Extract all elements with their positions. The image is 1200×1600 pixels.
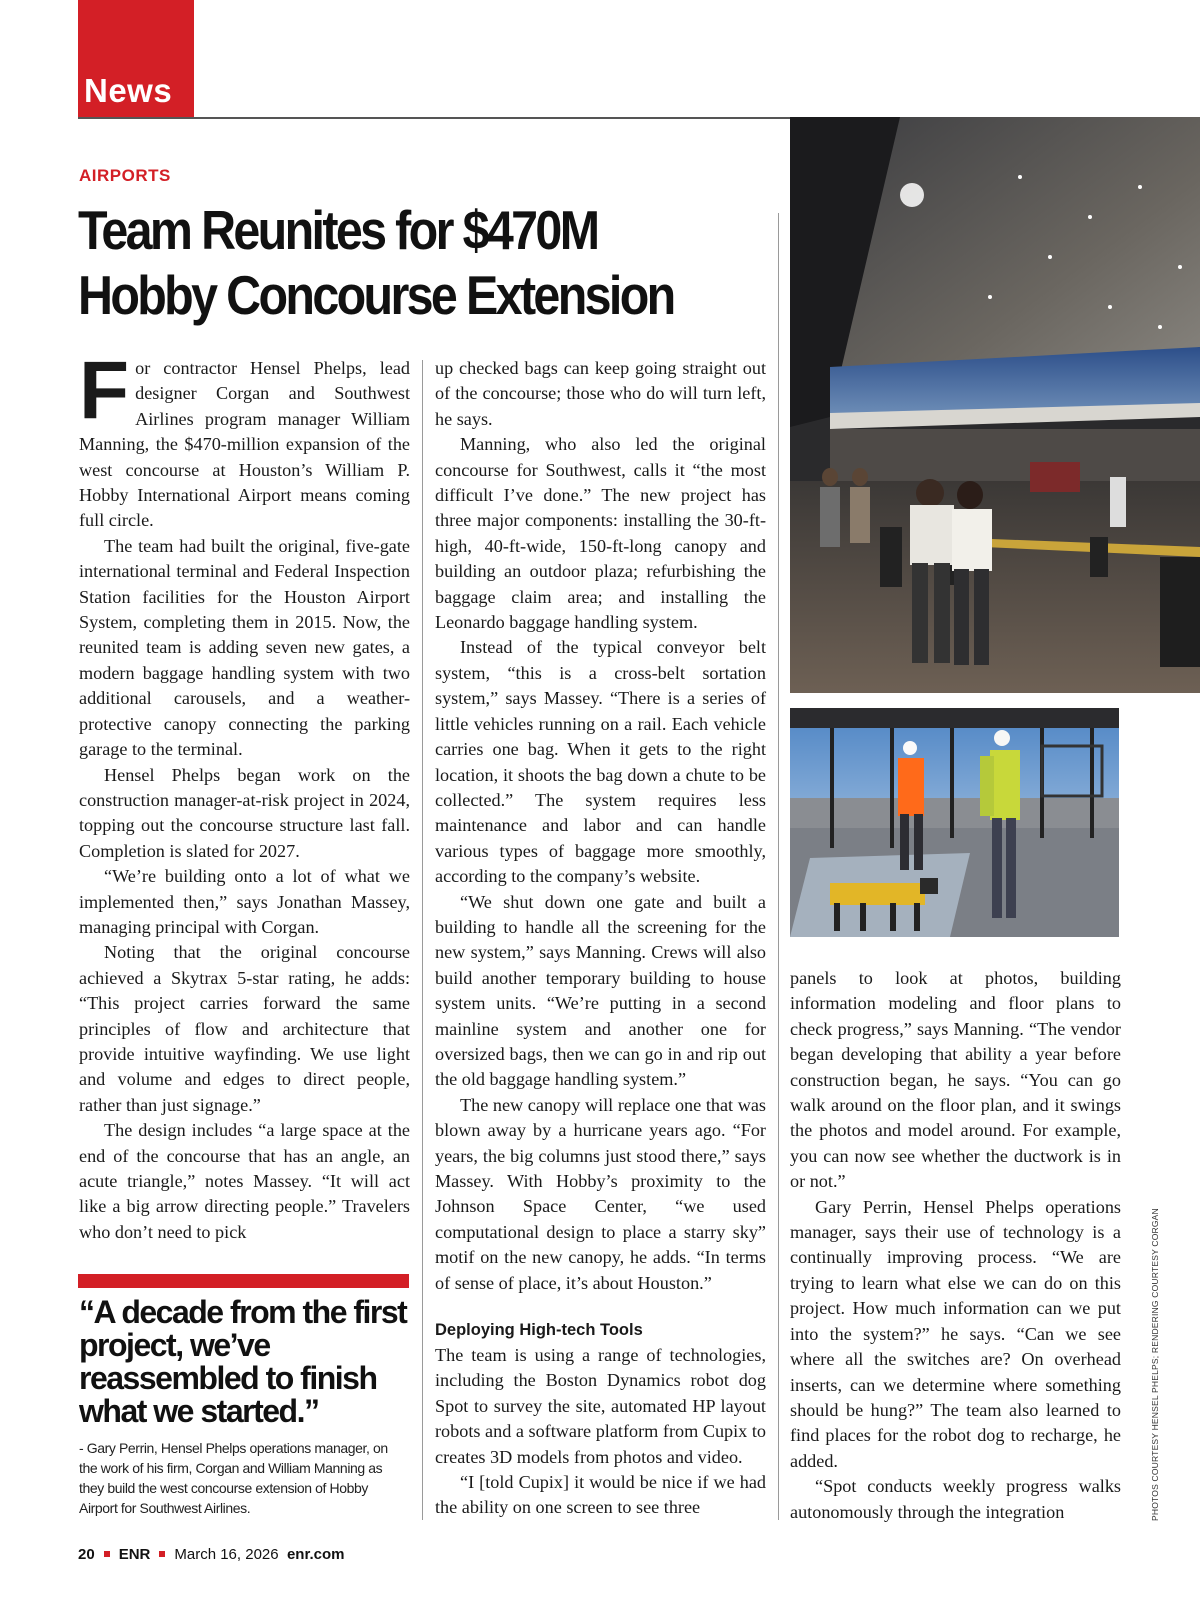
article-paragraph: Gary Perrin, Hensel Phelps operations manager, says their use of technology is a continually improving process. “We are trying to learn what else we can do on this project. How much information can we put into the system?” he says. “Can we see where all the switches are? On overhead inserts, can we determine where something should be hung?” The team also learned to find places for the robot dog to recharge, he added.: [790, 1196, 1121, 1471]
pull-quote-bar: [78, 1274, 409, 1288]
footer-square-icon: [159, 1551, 165, 1557]
pull-quote-attribution: - Gary Perrin, Hensel Phelps operations manager, on the work of his firm, Corgan and William Manning as they build the west concourse extension of Hobby Airport for Southwest Airlines.: [79, 1440, 388, 1516]
top-rule: [78, 117, 790, 119]
photo-credit: PHOTOS COURTESY HENSEL PHELPS; RENDERING COURTESY CORGAN: [1150, 1208, 1160, 1521]
article-paragraph: “We’re building onto a lot of what we implemented then,” says Jonathan Massey, managing principal with Corgan.: [79, 866, 410, 937]
article-paragraph: The design includes “a large space at the end of the concourse that has an angle, an acute triangle,” notes Massey. “It will act like a big arrow directing people.” Travelers who don’t need to pick: [79, 1120, 410, 1242]
article-paragraph: “I [told Cupix] it would be nice if we had the ability on one screen to see three: [435, 1472, 766, 1518]
page-number: 20: [78, 1546, 95, 1563]
article-column-3: [790, 966, 1121, 1521]
page-footer: [78, 1546, 344, 1563]
article-paragraph: panels to look at photos, building information modeling and floor plans to check progress,” says Manning. “The vendor began developing that ability a year before construction began, he says. “You can go walk around on the floor plan, and it swings the photos and model around. For example, you can now see whether the ductwork is in or not.”: [790, 968, 1121, 1192]
subhead: Deploying High-tech Tools: [435, 1321, 643, 1340]
website: enr.com: [286, 1546, 345, 1563]
column-rule: [422, 360, 423, 1520]
article-paragraph: The team is using a range of technologies, including the Boston Dynamics robot dog Spot to survey the site, automated HP layout robots and a software platform from Cupix to creates 3D models from photos and video.: [435, 1345, 766, 1467]
article-paragraph: “Spot conducts weekly progress walks autonomously through the integration: [790, 1476, 1121, 1522]
section-tab-label: News: [84, 72, 173, 109]
article-column-1: [79, 345, 410, 1266]
construction-site-photo: [790, 708, 1119, 937]
article-paragraph: Noting that the original concourse achieved a Skytrax 5-star rating, he adds: “This project carries forward the same principles of flow and architecture that provide intuitive wayfinding. We use light and volume and edges to direct people, rather than just signage.”: [79, 942, 410, 1115]
issue-date: March 16, 2026: [174, 1546, 279, 1563]
magazine-name: ENR: [118, 1546, 151, 1563]
article-paragraph: The team had built the original, five-gate international terminal and Federal Inspection Station facilities for the Houston Airport System, completing them in 2015. Now, the reunited team is adding seven new gates, a modern baggage handling system with two additional carousels, and a weather-protective canopy connecting the parking garage to the terminal.: [79, 535, 410, 760]
concourse-rendering-photo: [790, 117, 1200, 693]
article-paragraph: Instead of the typical conveyor belt system, “this is a cross-belt sortation system,” says Massey. “There is a series of little vehicles running on a rail. Each vehicle carries one bag. When it gets to the right location, it shoots the bag down a chute to be collected.” The system requires less maintenance and labor and can handle various types of baggage more smoothly, according to the company’s website.: [435, 637, 766, 887]
article-paragraph: For contractor Hensel Phelps, lead designer Corgan and Southwest Airlines program manager William Manning, the $470-million expansion of the west concourse at Houston’s William P. Hobby International Airport means coming full circle.: [79, 345, 410, 531]
article-paragraph: The new canopy will replace one that was blown away by a hurricane years ago. “For years, the big columns just stood there,” says Massey. With Hobby’s proximity to the Johnson Space Center, “we used computational design to place a starry sky” motif on the new canopy, he adds. “In terms of sense of place, it’s about Houston.”: [435, 1094, 766, 1293]
article-paragraph: Manning, who also led the original concourse for Southwest, calls it “the most difficult I’ve done.” The new project has three major components: installing the 30-ft-high, 40-ft-wide, 150-ft-long canopy and building an outdoor plaza; refurbishing the baggage claim area; and installing the Leonardo baggage handling system.: [435, 434, 766, 633]
column-rule: [778, 213, 779, 1520]
article-paragraph: Hensel Phelps began work on the construction manager-at-risk project in 2024, topping out the concourse structure last fall. Completion is slated for 2027.: [79, 764, 410, 861]
headline: Team Reunites for $470M Hobby Concourse Extension: [78, 199, 674, 326]
article-paragraph: “We shut down one gate and built a building to handle all the screening for the new system,” says Manning. Crews will also build another temporary building to house system units. “We’re putting in a second mainline system and another one for oversized bags, then we can go in and rip out the old baggage handling system.”: [435, 891, 766, 1090]
drop-cap: F: [79, 345, 130, 436]
article-column-2: [435, 356, 766, 1521]
article-paragraph: up checked bags can keep going straight out of the concourse; those who do will turn left, he says.: [435, 358, 766, 429]
section-tab: [78, 0, 194, 118]
kicker: AIRPORTS: [79, 166, 171, 185]
footer-square-icon: [104, 1551, 110, 1557]
pull-quote: “A decade from the first project, we’ve reassembled to finish what we started.”: [79, 1294, 407, 1429]
